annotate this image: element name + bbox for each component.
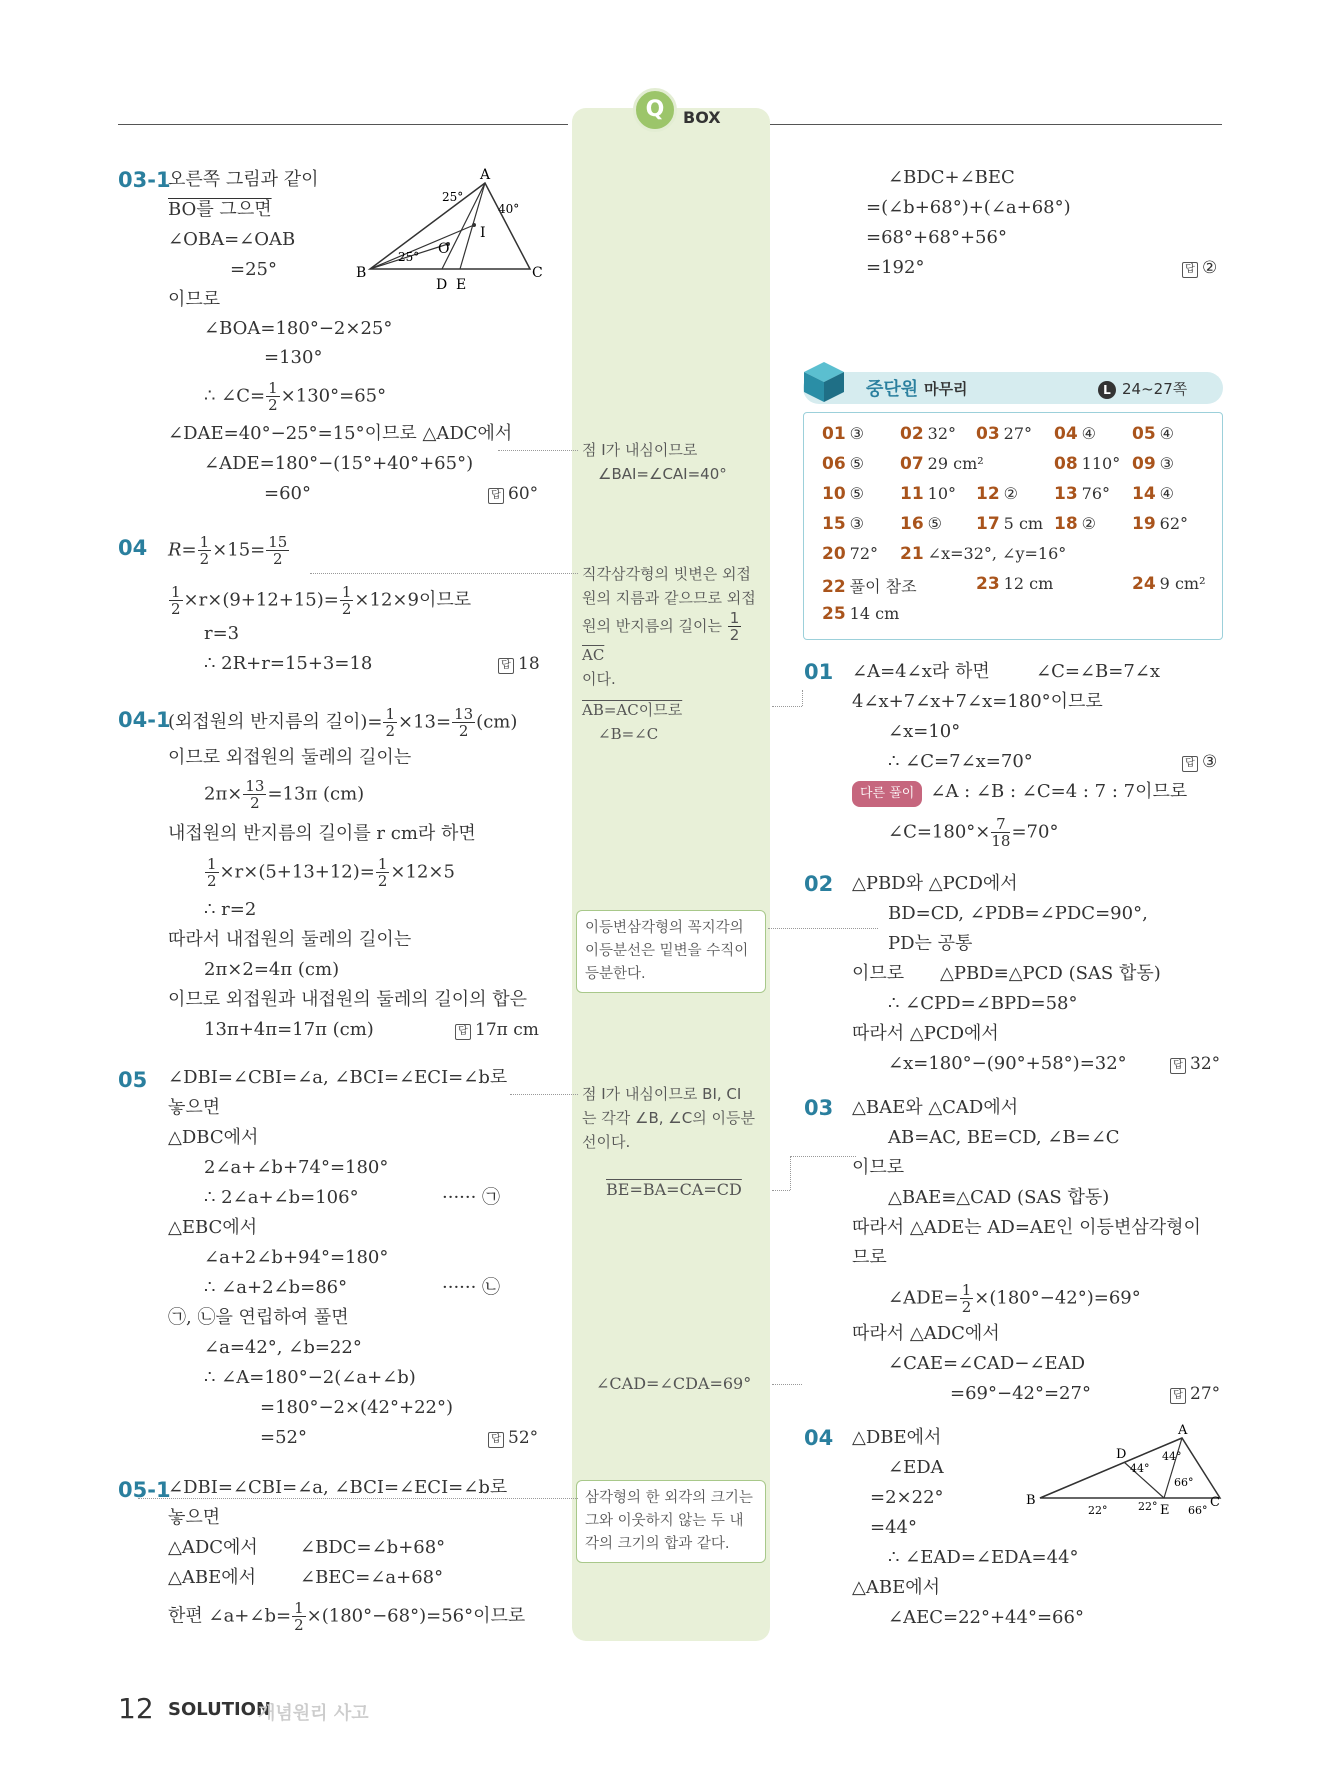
answer-05-1: 답 ② [1182,258,1217,278]
summary-answer-13: 13 76° [1054,484,1111,504]
text-line: ∠ADE=180°−(15°+40°+65°) [204,453,474,474]
label-o: O [438,241,450,257]
text-line: =25° [230,259,277,280]
summary-answer-19: 19 62° [1132,514,1189,534]
leader-line [138,1498,578,1499]
fraction: $\frac{1}{2}$ [341,583,352,618]
label-b: B [356,265,367,281]
answer-icon: 답 [1182,756,1198,772]
summary-answer-01: 01 ③ [822,424,865,444]
text-line: =68°+68°+56° [866,227,1007,248]
answer-icon: 답 [498,658,514,674]
text-line: ∠C=∠B=7∠x [1036,661,1161,682]
text-line: 다른 풀이 ∠A : ∠B : ∠C=4 : 7 : 7이므로 [852,780,1187,807]
fraction: $\frac{13}{2}$ [454,705,474,740]
solution-number-01: 01 [804,660,834,684]
text-line: ∠BEC=∠a+68° [300,1567,444,1588]
leader-line [772,706,802,707]
text-line: ∴ ∠EAD=∠EDA=44° [888,1547,1079,1568]
label-a: A [1178,1424,1188,1438]
equation-line: 2π× $\frac{13}{2}$ =13π (cm) [204,777,365,812]
q-box-label: BOX [683,108,721,127]
label-d: D [436,277,448,293]
problem-number-04-1: 04-1 [118,708,171,732]
fraction: $\frac{1}{2}$ [385,705,395,740]
text-line: 2π×2=4π (cm) [204,959,340,980]
leader-line [772,1384,802,1385]
level-l-icon: L [1098,381,1116,399]
text-line: △ABE에서 [852,1577,940,1598]
text-line: ······ ㉡ [442,1277,501,1298]
text-line: ㉠, ㉡을 연립하여 풀면 [168,1307,349,1328]
solution-number-03: 03 [804,1096,834,1120]
equation-line: ∠ADE= $\frac{1}{2}$ ×(180°−42°)=69° [888,1281,1141,1316]
answer-04-1: 답 17π cm [455,1020,539,1040]
fraction: $\frac{1}{2}$ [729,609,740,644]
text-line: 므로 [852,1247,887,1268]
qbox-note-exterior-angle: 삼각형의 한 외각의 크기는 그와 이웃하지 않는 두 내 각의 크기의 합과 같다. [576,1480,766,1563]
footer-label: SOLUTION [168,1699,272,1720]
text-line: ∠BDC+∠BEC [888,167,1015,188]
equation-line: $\frac{1}{2}$ ×r×(9+12+15)= $\frac{1}{2}$ ×12×9이므로 [171,583,472,618]
q-box-column [572,108,770,1641]
equation-line [204,380,386,413]
text-line: ∠DAE=40°−25°=15°이므로 △ADC에서 [168,423,513,444]
text-line: 이므로 외접원과 내접원의 둘레의 길이의 합은 [168,989,527,1010]
label-angle: 22° [1138,1500,1158,1513]
summary-answer-25: 25 14 cm [822,604,900,624]
text-line: △ABE에서 [168,1567,256,1588]
label-angle: 40° [498,202,520,216]
summary-answer-11: 11 10° [900,484,957,504]
text-line: ∴ ∠CPD=∠BPD=58° [888,993,1078,1014]
fraction: $\frac{1}{2}$ [961,1281,972,1316]
equation-line: ∠C=180°× $\frac{7}{18}$ =70° [888,815,1059,850]
label-angle: 22° [1088,1504,1108,1517]
text-line: =(∠b+68°)+(∠a+68°) [866,197,1071,218]
summary-answer-15: 15 ③ [822,514,865,534]
label-i: I [480,225,486,241]
summary-subtitle: 마무리 [924,380,968,398]
label-e: E [456,277,467,293]
answer-icon: 답 [488,1432,504,1448]
qbox-note-angle-cad: ∠CAD=∠CDA=69° [596,1374,752,1393]
summary-answer-04: 04 ④ [1054,424,1097,444]
summary-answer-22: 22 풀이 참조 [822,577,917,597]
summary-answer-20: 20 72° [822,544,879,564]
text-line: ∠OBA=∠OAB [168,229,296,250]
point-i [472,223,476,227]
leader-line [498,450,578,451]
leader-line [790,1156,791,1190]
fraction: $\frac{1}{2}$ [268,379,278,414]
page-number: 12 [118,1692,154,1725]
qbox-note-equal-segments: BE=BA=CA=CD [606,1180,742,1199]
answer-03: 답 27° [1170,1384,1220,1404]
qbox-note-incenter: 점 I가 내심이므로 ∠BAI=∠CAI=40° [582,441,727,483]
answer-icon: 답 [1182,262,1198,278]
summary-answer-23: 23 12 cm [976,574,1054,594]
summary-answer-12: 12 ② [976,484,1019,504]
summary-answer-24: 24 9 cm² [1132,574,1206,594]
text-line: △PBD와 △PCD에서 [852,873,1018,894]
summary-answer-21: 21 ∠x=32°, ∠y=16° [900,544,1067,564]
fraction: $\frac{1}{2}$ [199,533,210,568]
fraction: $\frac{1}{2}$ [294,1599,304,1634]
answer-04: 답 18 [498,654,540,674]
text-line: 이므로 [852,1157,905,1178]
text-line: 이므로 외접원의 둘레의 길이는 [168,747,412,768]
text-line: △PBD≡△PCD (SAS 합동) [940,963,1161,984]
leader-line [790,1156,856,1157]
label-d: D [1116,1447,1127,1462]
summary-answer-08: 08 110° [1054,454,1121,474]
figure-triangle-abc [350,165,545,295]
text-line: ∠x=10° [888,721,961,742]
text-line: △DBE에서 [852,1427,942,1448]
text-line: 내접원의 반지름의 길이를 r cm라 하면 [168,823,476,844]
text-segment: ∴ ∠C= [204,385,266,407]
qbox-note-bisector: 이등변삼각형의 꼭지각의 이등분선은 밑변을 수직이 등분한다. [576,910,766,993]
footer-logo: 개념원리 사고 [258,1703,369,1724]
text-line: 따라서 △ADE는 AD=AE인 이등변삼각형이 [852,1217,1201,1238]
text-line: △BAE와 △CAD에서 [852,1097,1019,1118]
text-line: ∠BOA=180°−2×25° [204,318,393,339]
text-line: ∠x=180°−(90°+58°)=32° [888,1053,1127,1074]
summary-pages: L 24~27쪽 [1098,378,1187,399]
text-line: =44° [870,1517,917,1538]
text-segment: ×130°=65° [280,385,387,407]
summary-title: 중단원 [866,379,919,400]
text-line: =60° [264,483,311,504]
text-line: ∠A=4∠x라 하면 [852,661,990,682]
summary-answer-10: 10 ⑤ [822,484,865,504]
summary-answer-17: 17 5 cm [976,514,1044,534]
text-line: 이므로 [168,289,221,310]
text-line: =52° [260,1427,307,1448]
equation-line: 한편 ∠a+∠b= $\frac{1}{2}$ ×(180°−68°)=56°이므로 [168,1599,526,1634]
label-c: C [532,265,543,281]
leader-line [802,690,803,706]
summary-answer-18: 18 ② [1054,514,1097,534]
text-line: ∠a+2∠b+94°=180° [204,1247,389,1268]
text-line: ∠DBI=∠CBI=∠a, ∠BCI=∠ECI=∠b로 [168,1067,508,1088]
answer-icon: 답 [488,488,504,504]
text-line: 놓으면 [168,1097,221,1118]
text-line: 따라서 △PCD에서 [852,1023,999,1044]
label-angle: 25° [398,250,420,264]
segment-bi [370,225,474,269]
answer-icon: 답 [455,1024,471,1040]
text-line: 따라서 △ADC에서 [852,1323,1000,1344]
answer-icon: 답 [1170,1058,1186,1074]
summary-answer-06: 06 ⑤ [822,454,865,474]
text-line: ∠BDC=∠b+68° [300,1537,446,1558]
text-line: PD는 공통 [888,933,973,954]
equation-line: (외접원의 반지름의 길이)= $\frac{1}{2}$ ×13= $\frac{13}{2}$ (cm) [168,705,518,740]
qbox-note-isosceles: AB=AC이므로 ∠B=∠C [582,701,683,743]
text-line: △DBC에서 [168,1127,259,1148]
equation-line: R= $\frac{1}{2}$ ×15= $\frac{15}{2}$ [168,533,288,568]
answer-02: 답 32° [1170,1054,1220,1074]
equation-line: $\frac{1}{2}$ ×r×(5+13+12)= $\frac{1}{2}$ ×12×5 [207,855,455,890]
label-angle: 44° [1130,1462,1150,1475]
text-line: 오른쪽 그림과 같이 [168,169,319,190]
text-line: △BAE≡△CAD (SAS 합동) [888,1187,1110,1208]
leader-line [768,928,878,929]
fraction: $\frac{1}{2}$ [207,855,217,890]
label-e: E [1160,1503,1170,1518]
text-line: ······ ㉠ [442,1187,501,1208]
text-line: ∴ r=2 [204,899,257,920]
text-line: r=3 [204,623,240,644]
problem-number-03-1: 03-1 [118,168,171,192]
fraction: $\frac{1}{2}$ [377,855,388,890]
text-line: ∠a=42°, ∠b=22° [204,1337,362,1358]
fraction: $\frac{13}{2}$ [245,777,265,812]
top-rule-right [770,124,1222,125]
text-line: ∠AEC=22°+44°=66° [888,1607,1084,1628]
text-line: ∠CAE=∠CAD−∠EAD [888,1353,1086,1374]
answer-01: 답 ③ [1182,752,1217,772]
text-line: =130° [264,347,323,368]
solution-number-04: 04 [804,1426,834,1450]
text-line: ∠DBI=∠CBI=∠a, ∠BCI=∠ECI=∠b로 [168,1477,508,1498]
fraction: $\frac{7}{18}$ [991,815,1011,850]
text-line: BD=CD, ∠PDB=∠PDC=90°, [888,903,1148,924]
summary-answer-03: 03 27° [976,424,1033,444]
fraction: $\frac{15}{2}$ [268,533,288,568]
text-line: ∠EDA [888,1457,944,1478]
label-b: B [1026,1493,1036,1508]
summary-answer-02: 02 32° [900,424,957,444]
summary-answer-05: 05 ④ [1132,424,1175,444]
summary-answer-07: 07 29 cm² [900,454,984,474]
qbox-note-hypotenuse: 직각삼각형의 빗변은 외접 원의 지름과 같으므로 외접 원의 반지름의 길이는 $\frac{1}{2}$ $\overline{AC}$ 이다. [582,565,756,688]
text-line: ∴ 2R+r=15+3=18 [204,653,373,674]
text-line: =180°−2×(42°+22°) [260,1397,453,1418]
summary-answer-09: 09 ③ [1132,454,1175,474]
text-line: ∴ ∠C=7∠x=70° [888,751,1033,772]
leader-line [510,1094,578,1095]
label-angle: 66° [1188,1504,1208,1517]
text-line: 이므로 [852,963,905,984]
text-line: 4∠x+7∠x+7∠x=180°이므로 [852,691,1103,712]
text-line: ∴ ∠A=180°−2(∠a+∠b) [204,1367,416,1388]
answer-icon: 답 [1170,1388,1186,1404]
problem-number-04: 04 [118,536,148,560]
text-line: =69°−42°=27° [950,1383,1091,1404]
qbox-note-bisector-ci: 점 I가 내심이므로 BI, CI 는 각각 ∠B, ∠C의 이등분 선이다. [582,1085,755,1151]
segment-ba [1040,1438,1182,1498]
problem-number-05-1: 05-1 [118,1478,171,1502]
answer-05: 답 52° [488,1428,538,1448]
text-line: BO를 그으면 [168,199,272,220]
text-line: 2∠a+∠b+74°=180° [204,1157,389,1178]
text-line: =2×22° [870,1487,944,1508]
summary-answer-16: 16 ⑤ [900,514,943,534]
text-line: 13π+4π=17π (cm) [204,1019,374,1040]
summary-cube-icon [800,360,848,404]
figure-triangle-dbe [1024,1424,1224,1520]
answer-03-1: 답 60° [488,484,538,504]
text-line: 놓으면 [168,1507,221,1528]
label-angle: 66° [1174,1476,1194,1489]
text-line: △ADC에서 [168,1537,258,1558]
label-a: A [480,167,491,183]
summary-answer-14: 14 ④ [1132,484,1175,504]
text-line: ∴ 2∠a+∠b=106° [204,1187,359,1208]
label-angle: 44° [1162,1450,1182,1463]
text-line: ∴ ∠a+2∠b=86° [204,1277,348,1298]
segment-ae [1164,1438,1182,1498]
text-line: AB=AC, BE=CD, ∠B=∠C [888,1127,1120,1148]
fraction: $\frac{1}{2}$ [171,583,181,618]
label-angle: 25° [442,190,464,204]
text-line: =192° [866,257,925,278]
text-line: △EBC에서 [168,1217,258,1238]
problem-number-05: 05 [118,1068,148,1092]
label-c: C [1210,1495,1220,1510]
leader-line [310,573,578,574]
text-line: 따라서 내접원의 둘레의 길이는 [168,929,412,950]
top-rule-left [118,124,568,125]
solution-number-02: 02 [804,872,834,896]
alt-solution-tag: 다른 풀이 [852,781,922,807]
leader-line [772,1190,790,1191]
q-box-logo: Q [633,88,677,132]
